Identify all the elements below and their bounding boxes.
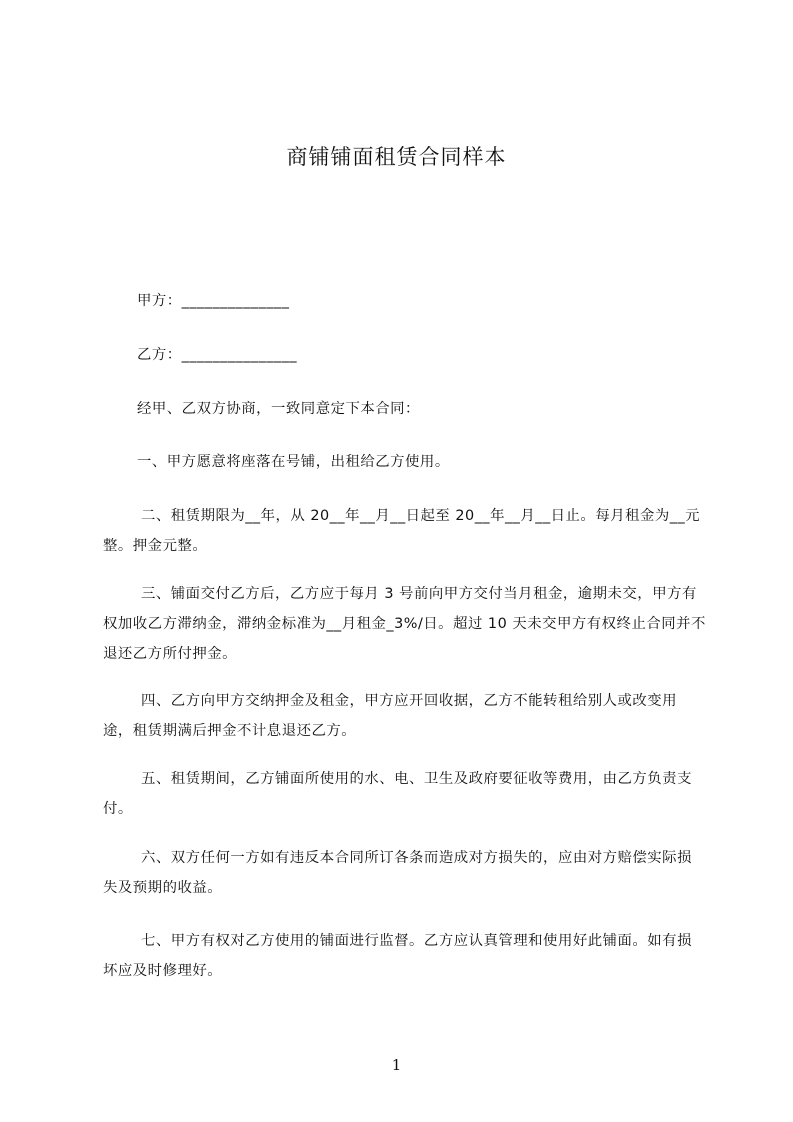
clause-2: 二、租赁期限为__年，从 20__年__月__日起至 20__年__月__日止。每月租金为__元整。押金元整。 — [103, 508, 701, 554]
clause-3: 三、铺面交付乙方后，乙方应于每月 3 号前向甲方交付当月租金，逾期未交，甲方有权加收乙方滞纳金，滞纳金标准为__月租金_3%/日。超过 10 天未交甲方有权终止合同并不退还乙方所付押金。 — [103, 586, 706, 662]
clause-1: 一、甲方愿意将座落在号铺，出租给乙方使用。 — [137, 454, 450, 470]
clause-4: 四、乙方向甲方交纳押金及租金，甲方应开回收据，乙方不能转租给别人或改变用途，租赁期满后押金不计息退还乙方。 — [103, 693, 678, 739]
document-title: 商铺铺面租赁合同样本 — [286, 145, 507, 169]
party-b-line: 乙方：_______________ — [137, 347, 298, 363]
page-number: 1 — [391, 1056, 402, 1074]
intro-paragraph: 经甲、乙双方协商，一致同意定下本合同： — [137, 401, 420, 417]
clause-7: 七、甲方有权对乙方使用的铺面进行监督。乙方应认真管理和使用好此铺面。如有损坏应及时修理好。 — [103, 933, 692, 979]
party-a-line: 甲方：______________ — [137, 293, 290, 309]
clause-5: 五、租赁期间，乙方铺面所使用的水、电、卫生及政府要征收等费用，由乙方负责支付。 — [103, 771, 692, 817]
clause-6: 六、双方任何一方如有违反本合同所订各条而造成对方损失的，应由对方赔偿实际损失及预期的收益。 — [103, 850, 692, 896]
